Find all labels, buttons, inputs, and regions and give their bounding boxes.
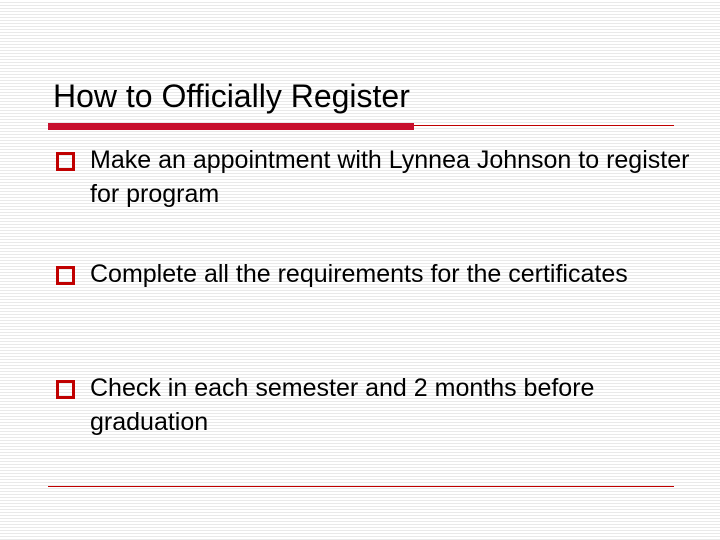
footer-divider-line <box>48 486 674 487</box>
hollow-square-bullet-icon <box>56 380 75 399</box>
hollow-square-bullet-icon <box>56 266 75 285</box>
bullet-text: Make an appointment with Lynnea Johnson to register for program <box>90 146 690 208</box>
slide-title: How to Officially Register <box>53 78 410 114</box>
bullet-item-appointment <box>53 143 693 257</box>
hollow-square-bullet-icon <box>56 152 75 171</box>
bullet-text: Check in each semester and 2 months before graduation <box>90 374 595 436</box>
bullet-list <box>53 143 693 485</box>
bullet-item-check-in <box>53 371 693 485</box>
bullet-text: Complete all the requirements for the certificates <box>90 260 628 288</box>
bullet-item-requirements <box>53 257 693 371</box>
title-accent-bar <box>48 123 414 130</box>
